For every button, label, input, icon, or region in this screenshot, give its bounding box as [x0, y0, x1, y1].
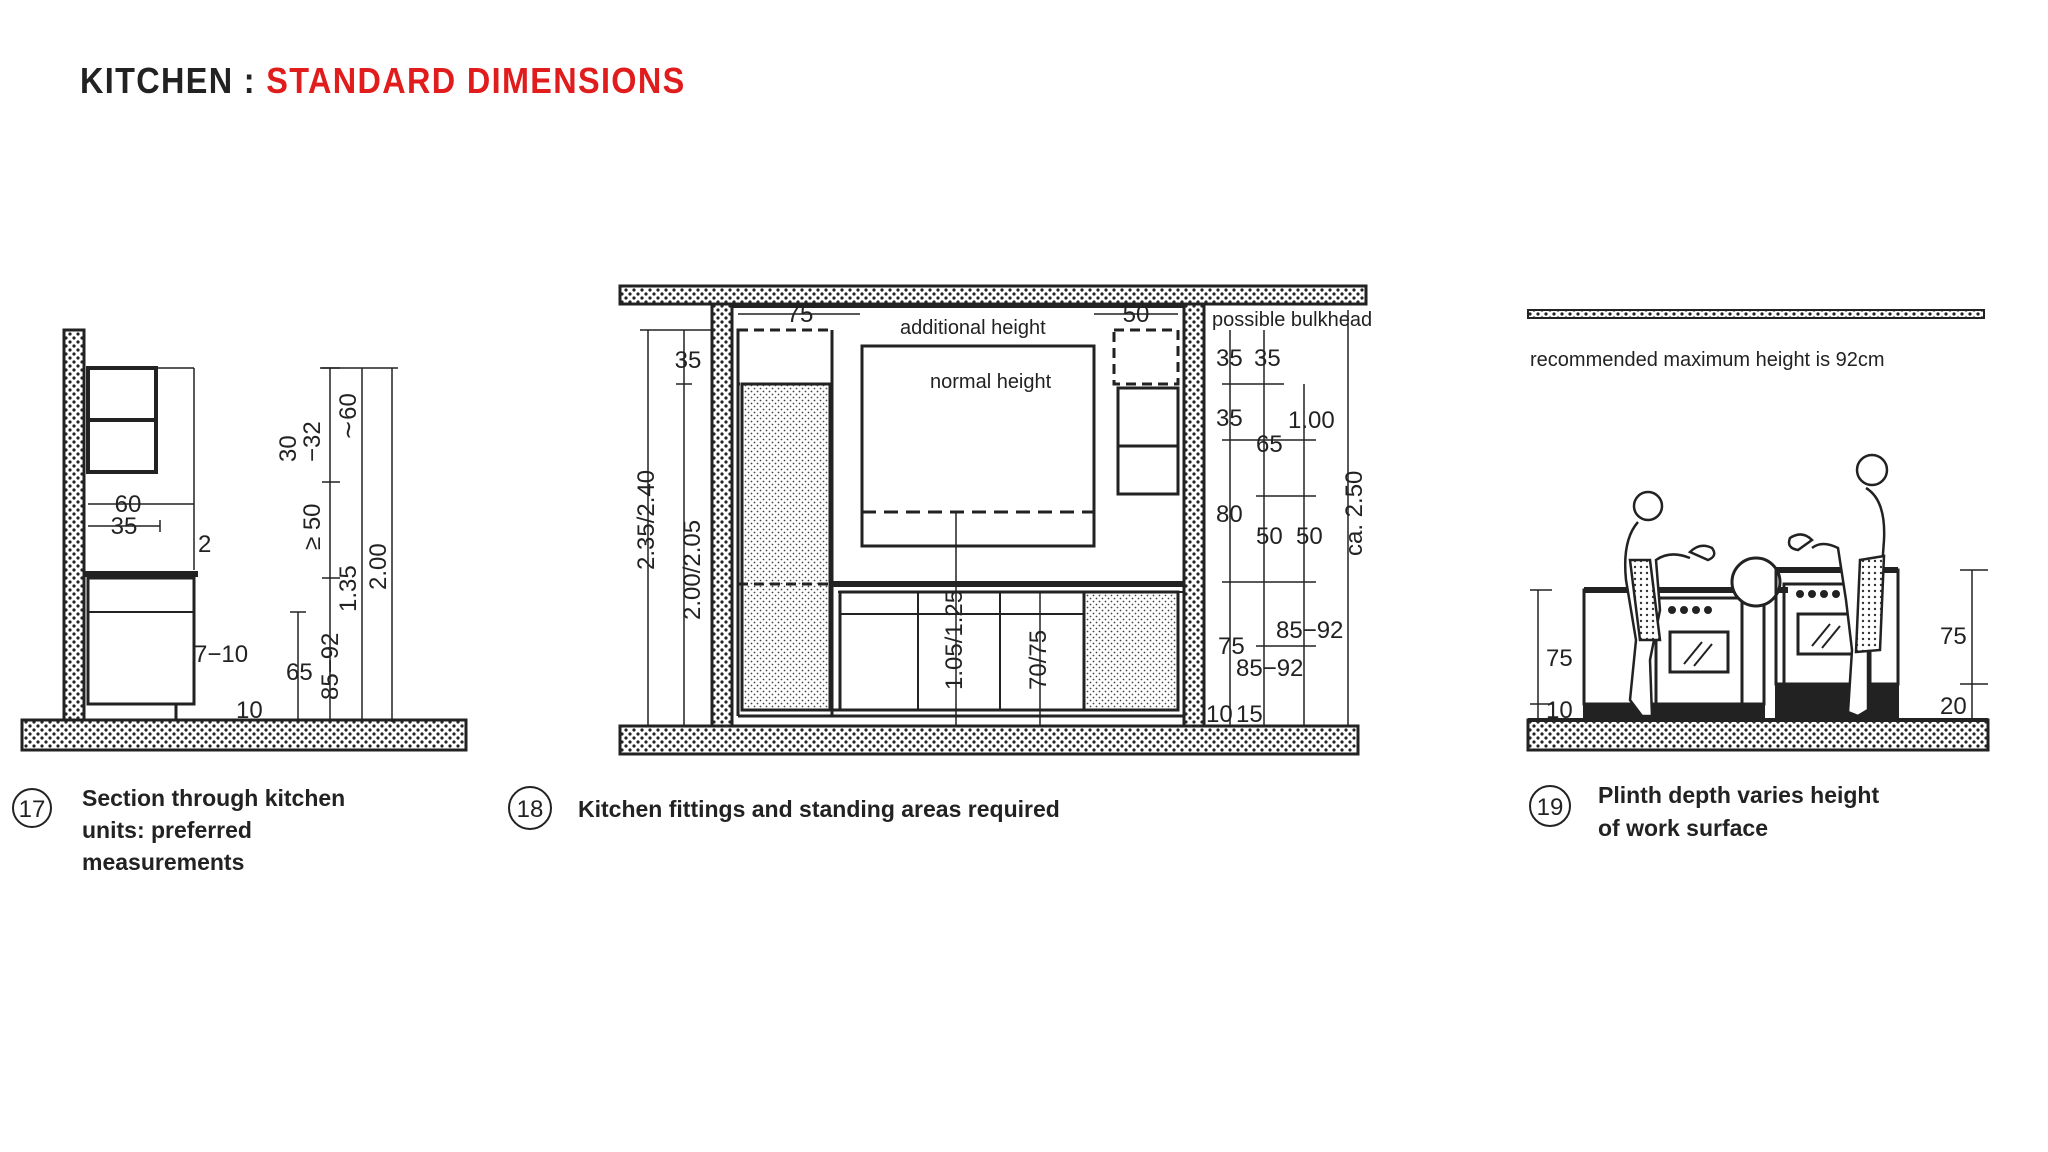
fig18-r-85-92a: 85−92 [1276, 617, 1344, 644]
fig19-number: 19 [1536, 794, 1564, 821]
fig17-caption [13, 785, 345, 875]
fig19-caption-line-1: Plinth depth varies height [1598, 782, 1880, 808]
fig18-dim-2-35: 2.35/2.40 [633, 469, 660, 570]
fig18-dim-15: 15 [1236, 701, 1263, 728]
fig19-ceiling [1528, 310, 1984, 318]
fig19-labels [1530, 349, 1967, 724]
fig18-r-75: 75 [1218, 633, 1245, 660]
fig18-r-35b: 35 [1254, 345, 1281, 372]
fig18-r-65: 65 [1256, 431, 1283, 458]
fig17-floor [22, 720, 466, 750]
fig18-right-wall [1184, 304, 1204, 726]
fig17-dim-65: 65 [286, 659, 313, 686]
fig18-number: 18 [516, 796, 544, 823]
fig17-dim-10: 10 [236, 697, 263, 724]
fig17-dim-1-35: 1.35 [335, 565, 362, 612]
fig19-floor [1528, 720, 1988, 750]
fig19-recommended-height: recommended maximum height is 92cm [1530, 349, 1885, 371]
fig18-possible-bulkhead: possible bulkhead [1212, 309, 1373, 331]
fig18-dim-35: 35 [674, 347, 702, 374]
fig18-ca-2-50: ca. 2.50 [1341, 470, 1368, 556]
fig18-additional-height: additional height [900, 317, 1046, 339]
fig17-dim-2: 2 [198, 531, 212, 558]
title-kitchen: KITCHEN : [80, 60, 267, 101]
fig18-r-80: 80 [1216, 501, 1243, 528]
fig18-dim-10: 10 [1206, 701, 1233, 728]
fig17-number: 17 [18, 796, 46, 823]
fig17-dim-ge50: ≥ 50 [299, 503, 326, 550]
fig18-normal-height: normal height [930, 371, 1052, 393]
fig17-caption-line-2: units: preferred [82, 817, 252, 843]
fig17-dim-2-00: 2.00 [365, 543, 392, 590]
fig17-dim-7-10: 7−10 [194, 641, 249, 668]
fig18-standing-area-right [1084, 592, 1178, 710]
fig19-right-20: 20 [1940, 693, 1967, 720]
fig18-caption [509, 787, 1060, 829]
fig17-dim-30-32: 30 [275, 435, 302, 462]
fig18-dim-1-05: 1.05/1.25 [941, 589, 968, 690]
figure-17 [22, 330, 466, 750]
fig18-left-wall [712, 304, 732, 726]
fig19-right-75: 75 [1940, 623, 1967, 650]
fig17-labels [111, 393, 392, 724]
fig18-r-50b: 50 [1296, 523, 1323, 550]
fig18-floor [620, 726, 1358, 754]
fig17-base-cabinet [88, 578, 194, 704]
fig18-dim-75: 75 [786, 301, 814, 328]
fig19-person-left [1625, 492, 1714, 716]
fig18-caption-text: Kitchen fittings and standing areas required [578, 796, 1060, 822]
fig18-r-50a: 50 [1256, 523, 1283, 550]
title-standard-dimensions: STANDARD DIMENSIONS [266, 60, 686, 101]
fig19-caption [1530, 782, 1879, 841]
fig17-dim-60: 60 [114, 491, 142, 518]
fig17-caption-line-1: Section through kitchen [82, 785, 346, 811]
fig17-dim-85-92: 85−92 [317, 632, 344, 700]
fig19-left-10: 10 [1546, 697, 1573, 724]
fig18-dim-2-00: 2.00/2.05 [679, 519, 706, 620]
fig17-dim-60b: ∼60 [335, 393, 362, 440]
fig18-r-35c: 35 [1216, 405, 1243, 432]
fig18-dim-70-75: 70/75 [1025, 629, 1052, 690]
fig18-right-wall-cabinet [1118, 388, 1178, 494]
fig18-ceiling [620, 286, 1366, 304]
fig19-left-75: 75 [1546, 645, 1573, 672]
fig18-r-35a: 35 [1216, 345, 1243, 372]
fig18-r-1-00: 1.00 [1288, 407, 1335, 434]
fig18-dim-50: 50 [1122, 301, 1150, 328]
fig17-wall [64, 330, 84, 722]
fig18-r-85-92b: 85−92 [1236, 655, 1304, 682]
fig19-caption-line-2: of work surface [1598, 815, 1768, 841]
fig17-caption-line-3: measurements [82, 849, 245, 875]
fig18-left-tall-unit [742, 384, 830, 710]
fig17-dim-35: 35 [110, 513, 138, 540]
figure-19 [1528, 310, 1988, 750]
fig17-dim-32: −32 [299, 421, 326, 462]
